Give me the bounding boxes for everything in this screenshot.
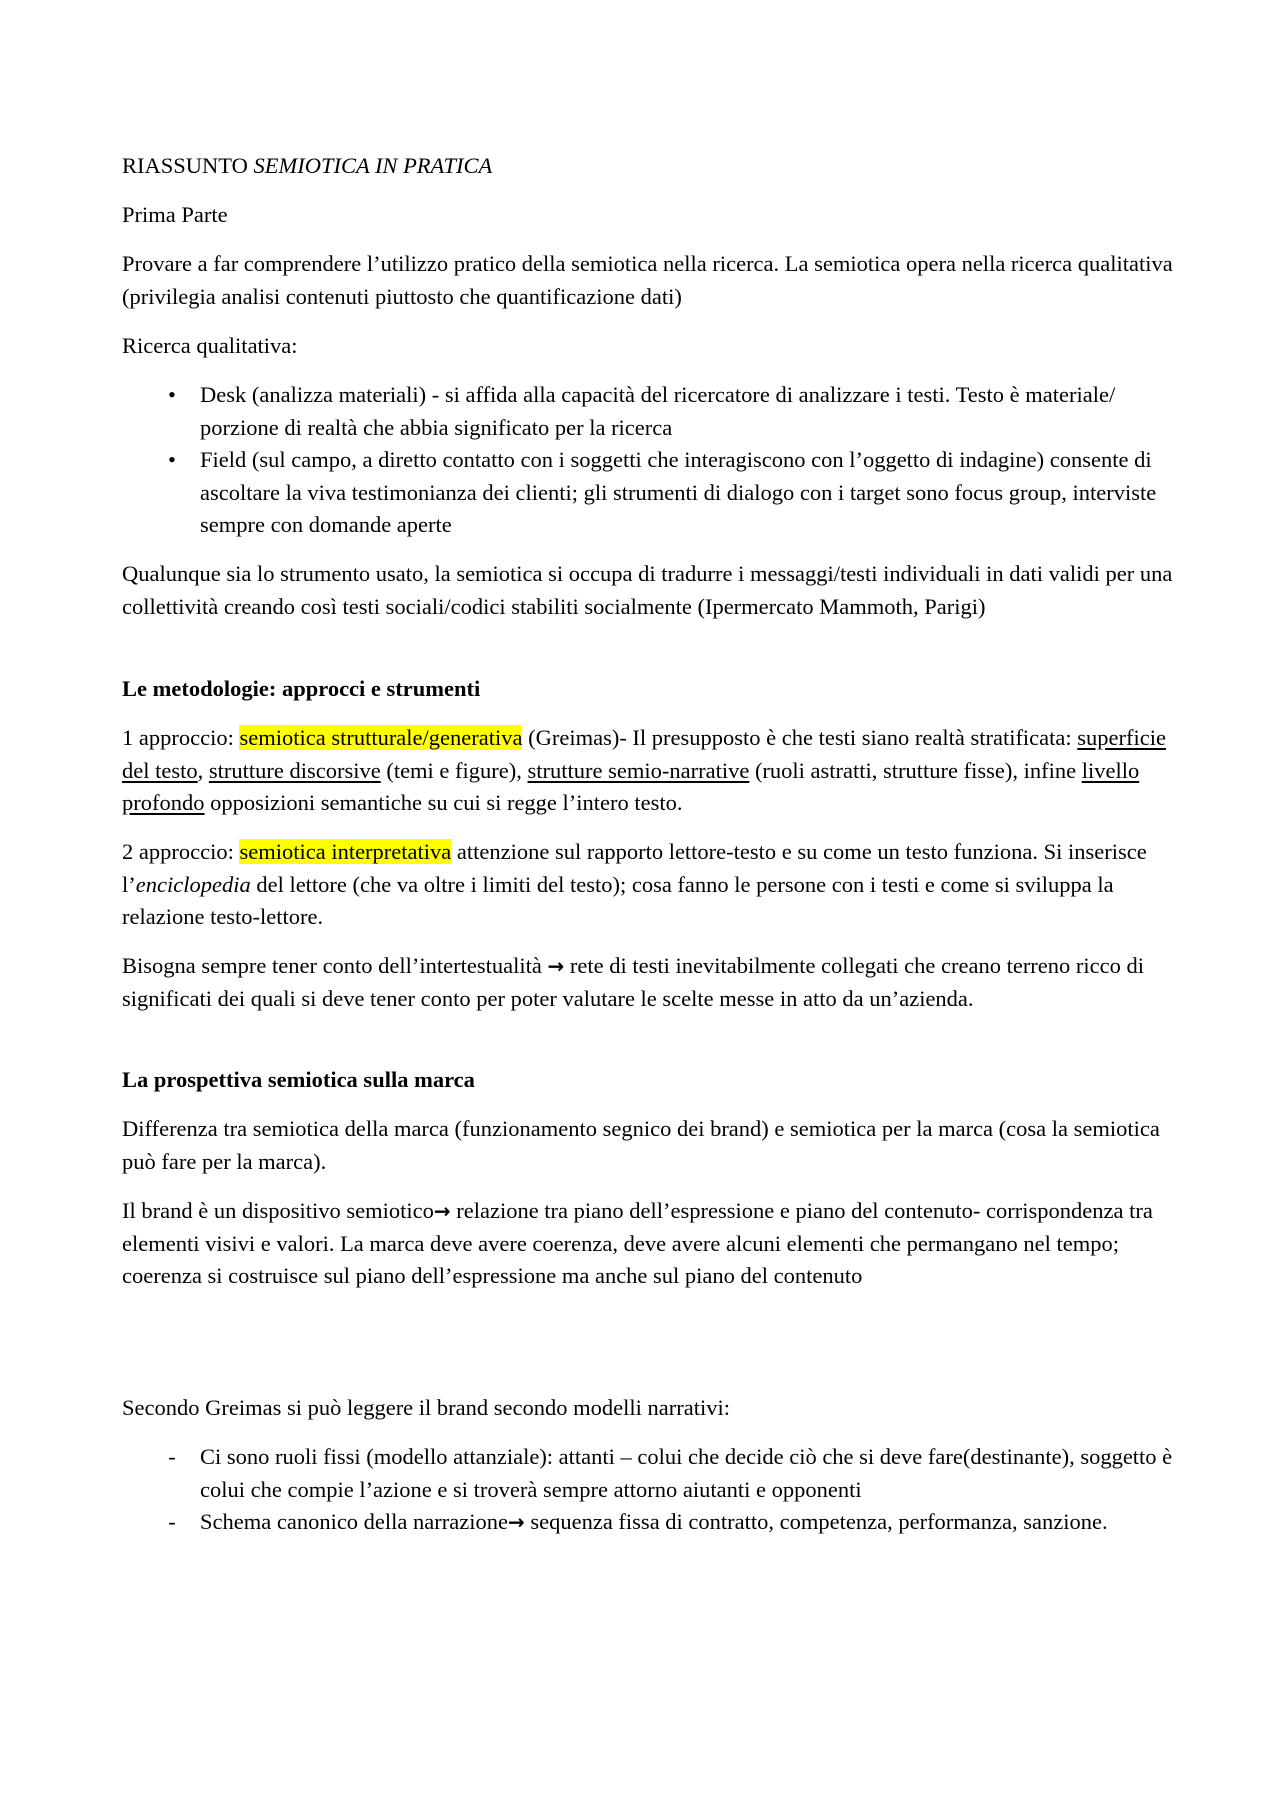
title-plain: RIASSUNTO: [122, 153, 254, 178]
heading-metodologie: [122, 673, 1182, 706]
dash-marker: -: [168, 1509, 176, 1534]
heading-prospettiva-marca: [122, 1064, 1182, 1097]
underline-superficie: superficie del testo: [122, 725, 1166, 783]
text-run: (ruoli astratti, strutture fisse), infine: [749, 757, 1082, 783]
text-run: opposizioni semantiche su cui si regge l’intero testo.: [204, 790, 683, 815]
paragraph-ricerca-qualitativa: Ricerca qualitativa:: [122, 333, 298, 358]
paragraph-intro: Provare a far comprendere l’utilizzo pratico della semiotica nella ricerca. La semiotica opera nella ricerca qualitativa (privilegia analisi contenuti piuttosto che quantificazione dati): [122, 251, 1173, 309]
heading-prospettiva-marca-text: La prospettiva semiotica sulla marca: [122, 1067, 475, 1092]
dash-marker: -: [168, 1444, 176, 1469]
text-run: relazione tra piano dell’espressione e piano del contenuto- corrispondenza tra elementi visivi e valori. La marca deve avere coerenza, deve avere alcuni elementi che permangano nel tempo; coerenza si costruisce sul piano dell’espressione ma anche sul piano del contenuto: [122, 1198, 1153, 1288]
list-item-text: Ci sono ruoli fissi (modello attanziale): attanti – colui che decide ciò che si deve fare(destinante), soggetto è colui che compie l’azione e si troverà sempre attorno aiutanti e opponenti: [200, 1444, 1173, 1502]
document-title: [122, 150, 1182, 183]
text-run: 1 approccio:: [122, 725, 240, 750]
bullet-marker: •: [168, 447, 176, 472]
text-run: Il brand è un dispositivo semiotico: [122, 1198, 434, 1223]
highlight-interpretativa: semiotica interpretativa: [239, 839, 452, 864]
research-types-list: [122, 379, 1182, 542]
text-run: Bisogna sempre tener conto dell’intertestualità: [122, 953, 548, 978]
list-item-text: sequenza fissa di contratto, competenza, performanza, sanzione.: [524, 1509, 1108, 1534]
text-run: 2 approccio:: [122, 839, 240, 864]
paragraph-differenza: Differenza tra semiotica della marca (funzionamento segnico dei brand) e semiotica per la marca (cosa la semiotica può fare per la marca).: [122, 1116, 1160, 1174]
text-run: attenzione sul rapporto lettore-testo e su come un testo funziona. Si inserisce l’: [122, 839, 1147, 897]
list-item-text: Schema canonico della narrazione: [200, 1509, 508, 1534]
highlight-strutturale: semiotica strutturale/generativa: [239, 725, 523, 750]
text-run: (Greimas)- Il presupposto è che testi siano realtà stratificata:: [522, 725, 1078, 750]
paragraph-intertestualita: [122, 950, 1182, 1015]
paragraph-greimas: Secondo Greimas si può leggere il brand secondo modelli narrativi:: [122, 1395, 730, 1420]
arrow-icon: →: [507, 1510, 525, 1534]
arrow-icon: →: [433, 1199, 451, 1223]
paragraph-approccio-2: [122, 836, 1182, 934]
narrative-models-list: [122, 1441, 1182, 1539]
text-run: del lettore (che va oltre i limiti del testo); cosa fanno le persone con i testi e come si sviluppa la relazione testo-lettore.: [122, 871, 1114, 929]
list-item-text: Field (sul campo, a diretto contatto con i soggetti che interagiscono con l’oggetto di indagine) consente di ascoltare la viva testimonianza dei clienti; gli strumenti di dialogo con i target sono focus group, interviste sempre con domande aperte: [200, 447, 1157, 537]
list-item: [122, 379, 1182, 444]
list-item: [122, 1506, 1182, 1539]
italic-enciclopedia: enciclopedia: [135, 871, 251, 897]
underline-semio-narrative: strutture semio-narrative: [527, 757, 750, 783]
paragraph-approccio-1: [122, 722, 1182, 820]
underline-discorsive: strutture discorsive: [208, 757, 381, 783]
section-heading-prima-parte: Prima Parte: [122, 202, 228, 227]
paragraph-strumento: Qualunque sia lo strumento usato, la semiotica si occupa di tradurre i messaggi/testi individuali in dati validi per una collettività creando così testi sociali/codici stabiliti socialmente (Ipermercato Mammoth, Parigi): [122, 561, 1173, 619]
paragraph-brand-dispositivo: [122, 1195, 1182, 1293]
list-item: [122, 1441, 1182, 1506]
arrow-icon: →: [547, 954, 565, 978]
text-run: (temi e figure),: [380, 757, 528, 783]
text-run: rete di testi inevitabilmente collegati che creano terreno ricco di significati dei quali si deve tener conto per poter valutare le scelte messe in atto da un’azienda.: [122, 953, 1145, 1011]
underline-livello-profondo: livello profondo: [122, 757, 1140, 815]
bullet-marker: •: [168, 382, 176, 407]
list-item-text: Desk (analizza materiali) - si affida alla capacità del ricercatore di analizzare i testi. Testo è materiale/ porzione di realtà che abbia significato per la ricerca: [200, 382, 1116, 440]
list-item: [122, 444, 1182, 542]
heading-metodologie-text: Le metodologie: approcci e strumenti: [122, 676, 481, 701]
title-italic: SEMIOTICA IN PRATICA: [253, 153, 493, 178]
text-run: ,: [197, 757, 209, 783]
